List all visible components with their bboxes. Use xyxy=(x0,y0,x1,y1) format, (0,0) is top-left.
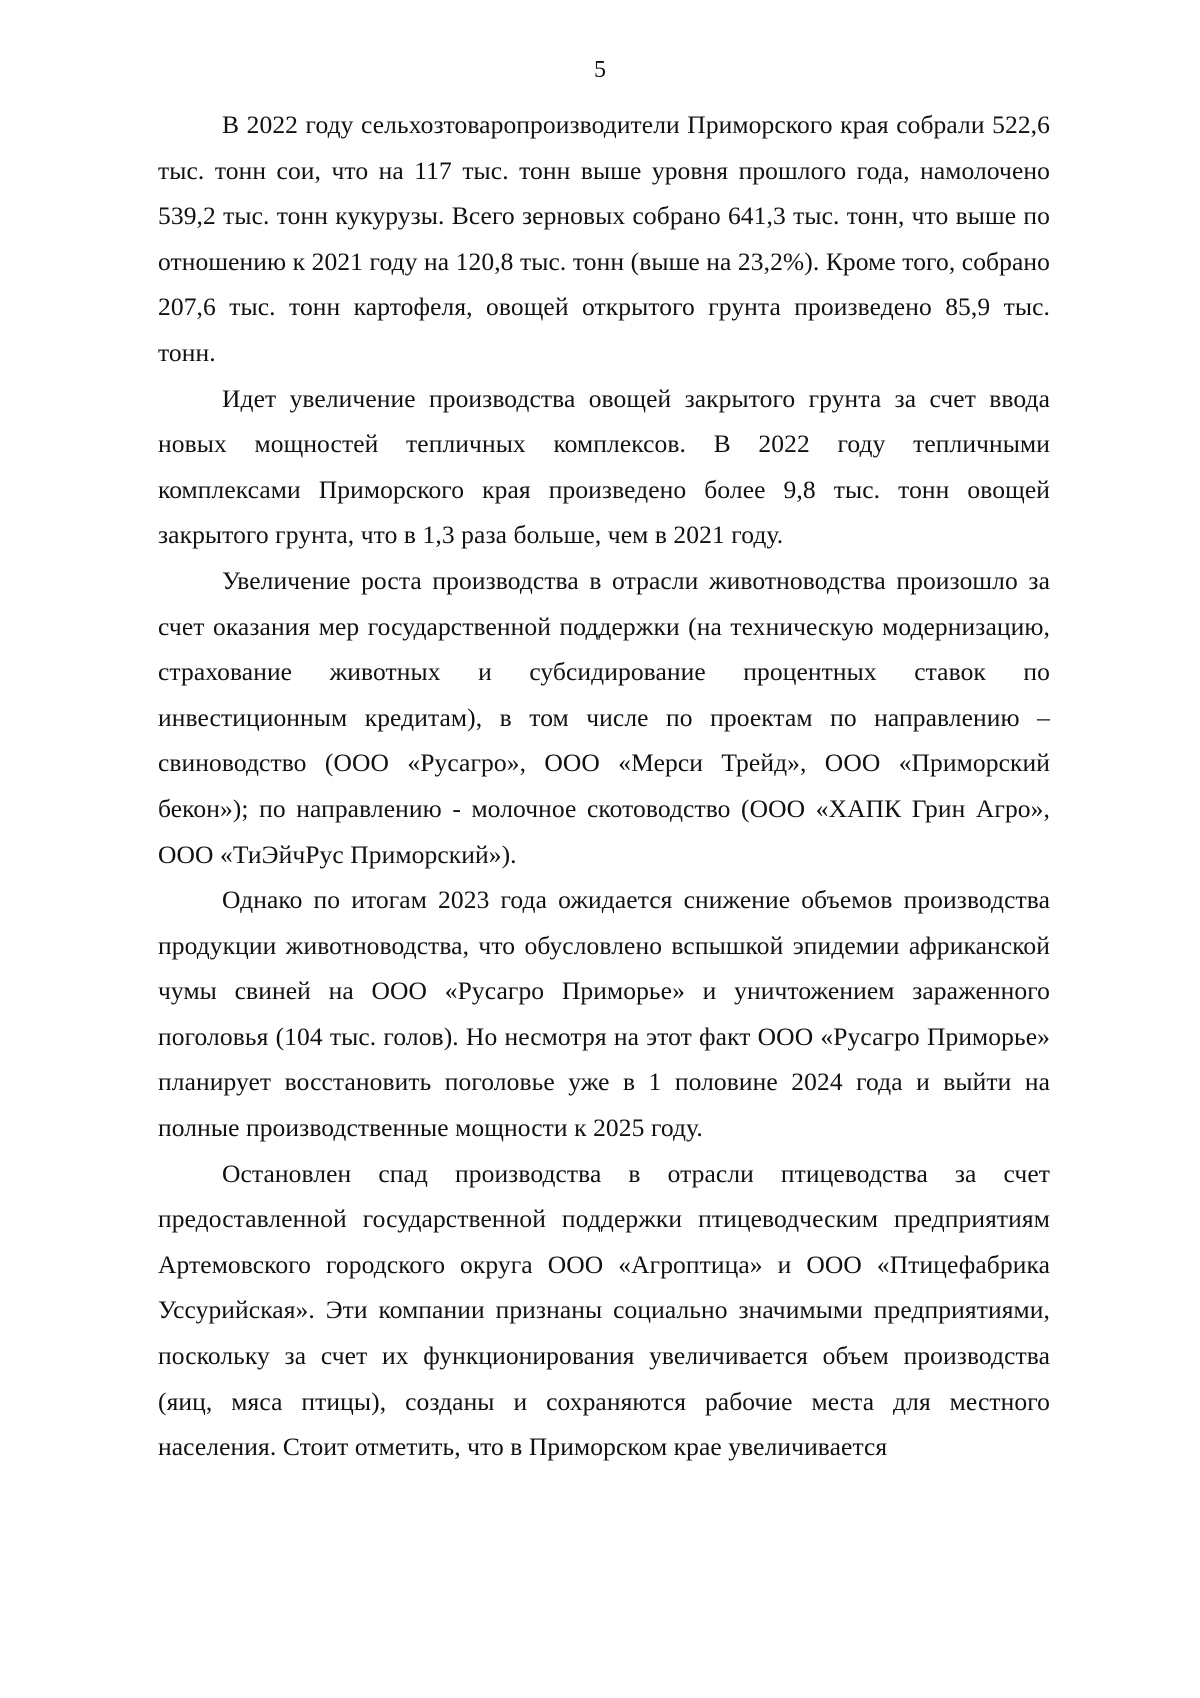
paragraph-crop-harvest: В 2022 году сельхозтоваропроизводители Приморского края собрали 522,6 тыс. тонн сои, что на 117 тыс. тонн выше уровня прошлого года, намолочено 539,2 тыс. тонн кукурузы. Всего зерновых собрано 641,3 тыс. тонн, что выше по отношению к 2021 году на 120,8 тыс. тонн (выше на 23,2%). Кроме того, собрано 207,6 тыс. тонн картофеля, овощей открытого грунта произведено 85,9 тыс. тонн. xyxy=(158,110,1050,367)
paragraph-poultry: Остановлен спад производства в отрасли птицеводства за счет предоставленной государственной поддержки птицеводческим предприятиям Артемовского городского округа ООО «Агроптица» и ООО «Птицефабрика Уссурийская». Эти компании признаны социально значимыми предприятиями, поскольку за счет их функционирования увеличивается объем производства (яиц, мяса птицы), созданы и сохраняются рабочие места для местного населения. Стоит отметить, что в Приморском крае увеличивается xyxy=(158,1158,1050,1462)
paragraph-livestock-support: Увеличение роста производства в отрасли животноводства произошло за счет оказания мер государственной поддержки (на техническую модернизацию, страхование животных и субсидирование процентных ставок по инвестиционным кредитам), в том числе по проектам по направлению – свиноводство (ООО «Русагро», ООО «Мерси Трейд», ООО «Приморский бекон»); по направлению - молочное скотоводство (ООО «ХАПК Грин Агро», ООО «ТиЭйчРус Приморский»). xyxy=(158,565,1050,869)
document-body xyxy=(158,102,1050,1470)
page-number: 5 xyxy=(594,57,606,83)
paragraph-greenhouse-vegetables: Идет увеличение производства овощей закрытого грунта за счет ввода новых мощностей тепличных комплексов. В 2022 году тепличными комплексами Приморского края произведено более 9,8 тыс. тонн овощей закрытого грунта, что в 1,3 раза больше, чем в 2021 году. xyxy=(158,383,1050,550)
paragraph-swine-fever: Однако по итогам 2023 года ожидается снижение объемов производства продукции животноводства, что обусловлено вспышкой эпидемии африканской чумы свиней на ООО «Русагро Приморье» и уничтожением зараженного поголовья (104 тыс. голов). Но несмотря на этот факт ООО «Русагро Приморье» планирует восстановить поголовье уже в 1 половине 2024 года и выйти на полные производственные мощности к 2025 году. xyxy=(158,885,1050,1143)
